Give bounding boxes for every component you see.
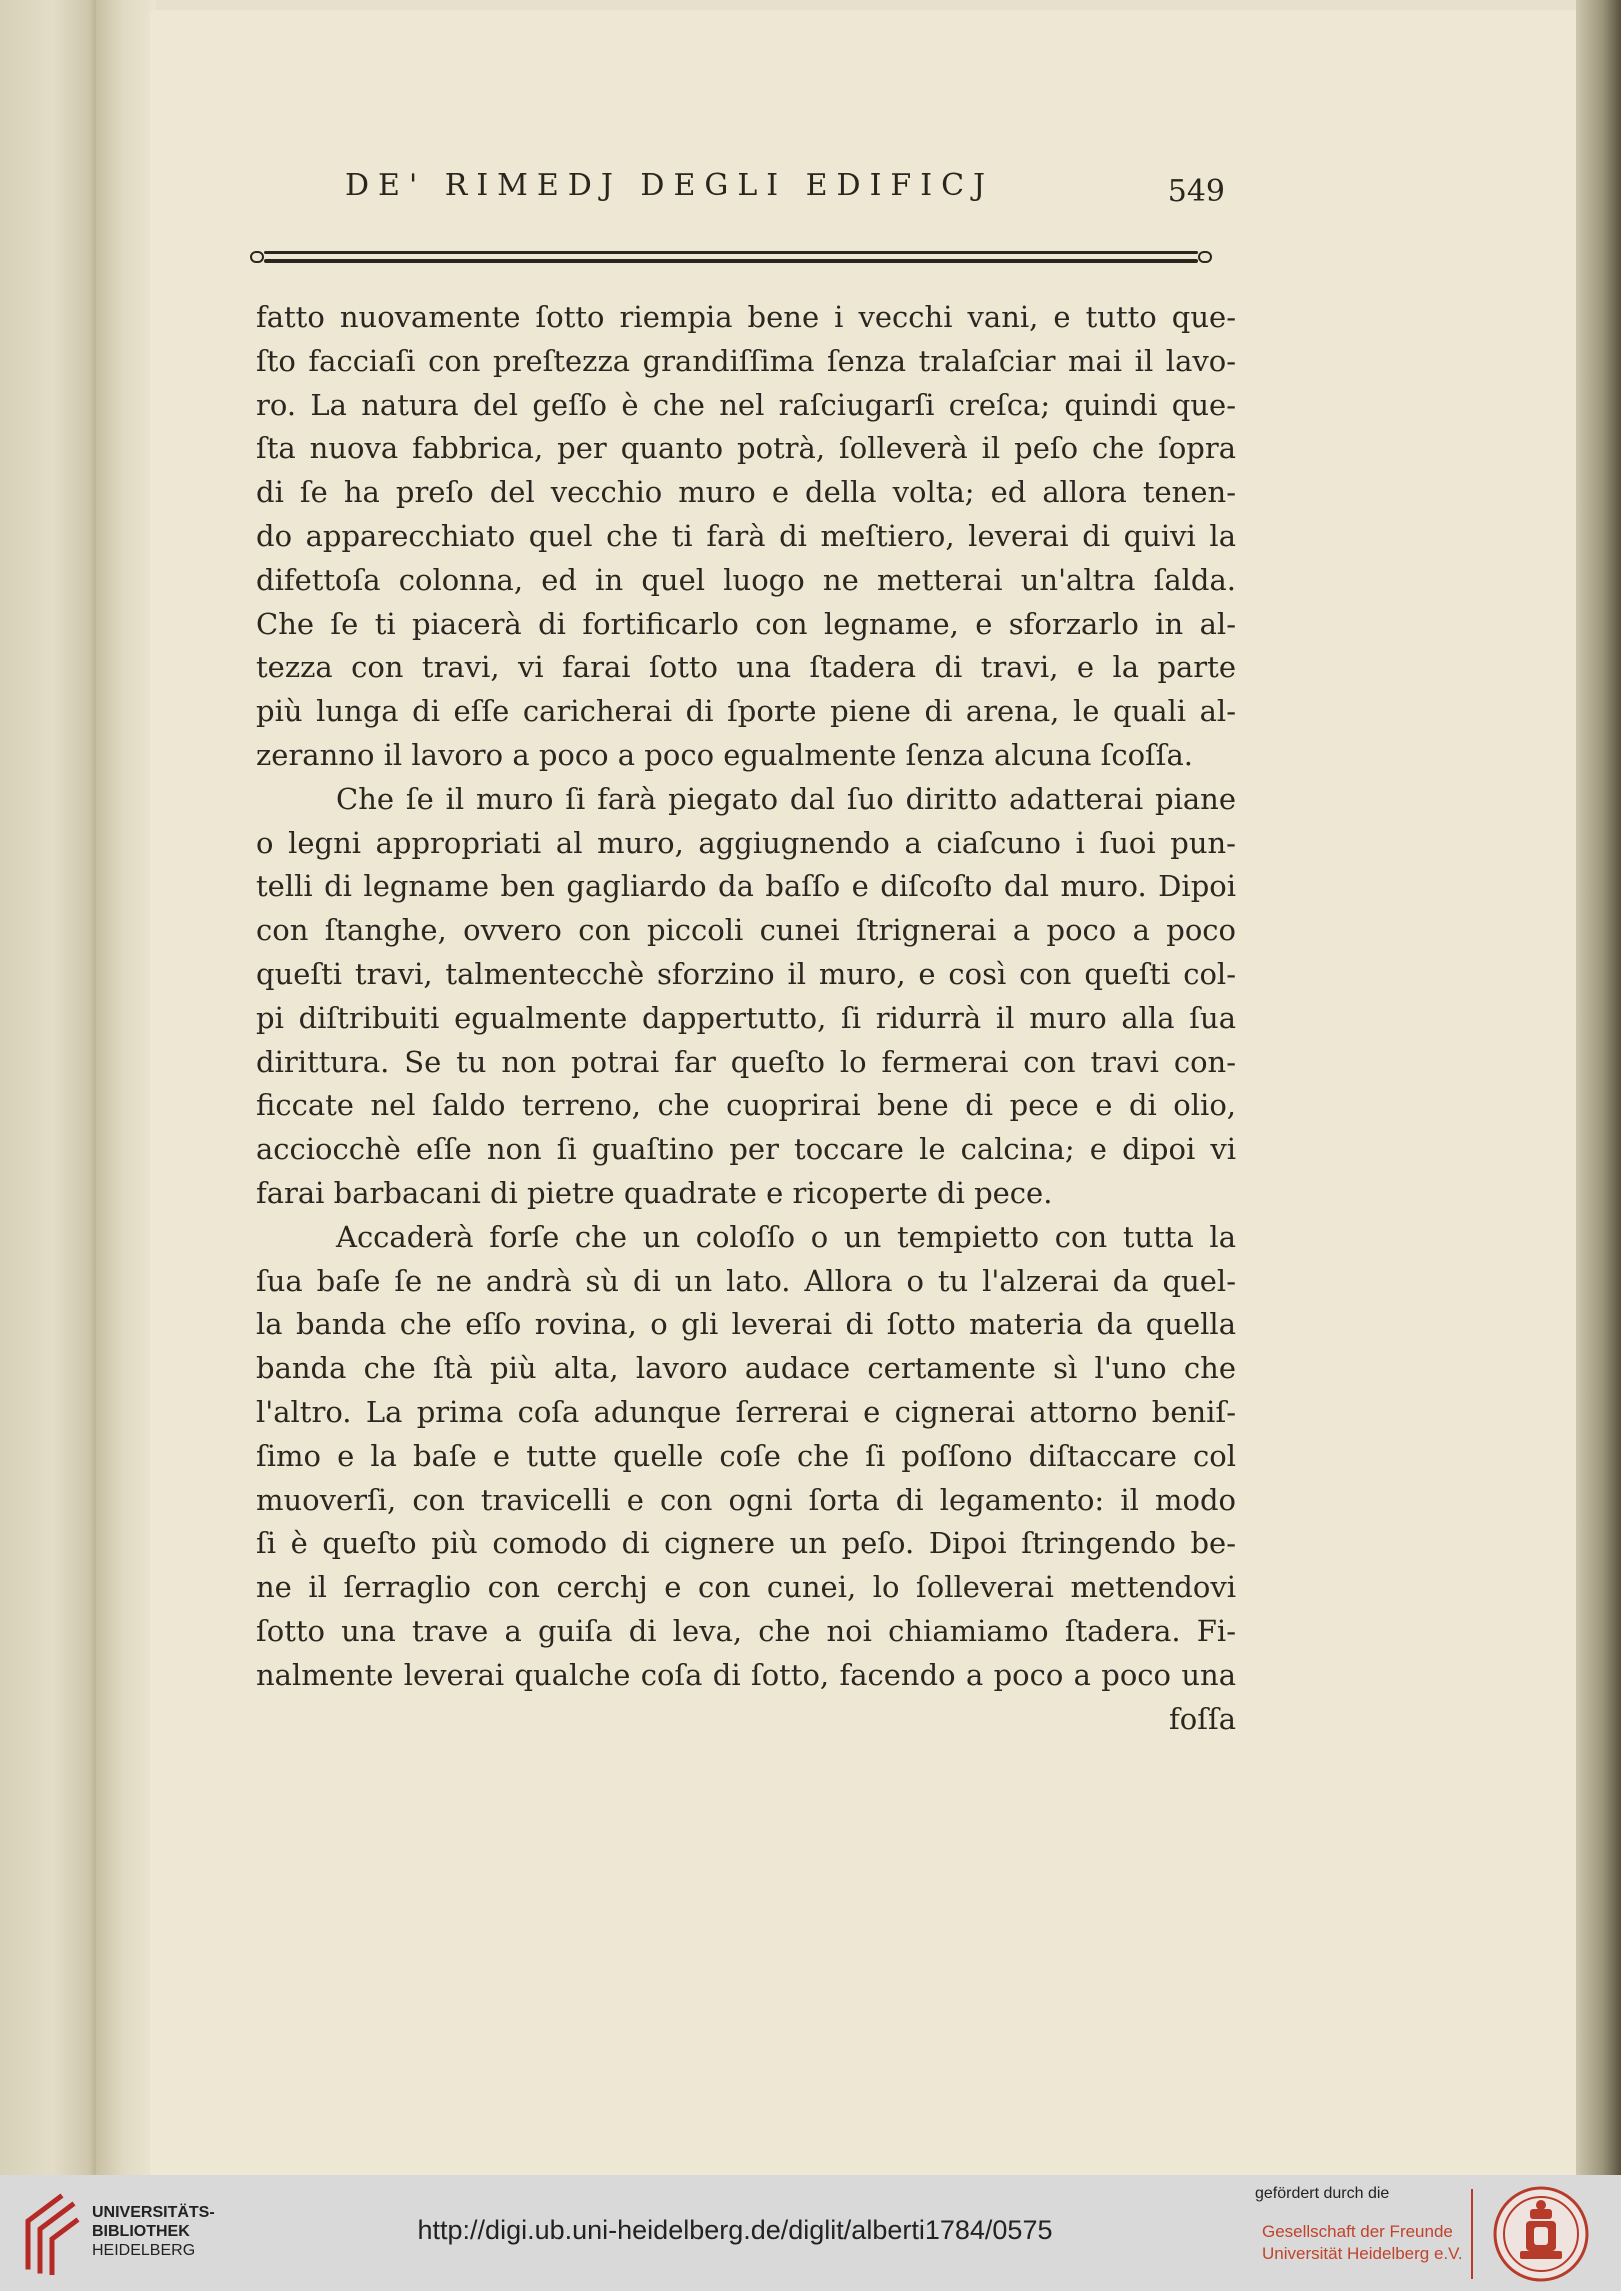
- sponsor-divider: [1471, 2189, 1473, 2279]
- text-line: ſua baſe ſe ne andrà sù di un lato. Allora o tu l'alzerai da quel-: [256, 1263, 1236, 1298]
- text-line: con ſtanghe, ovvero con piccoli cunei ſtrignerai a poco a poco: [256, 913, 1236, 948]
- text-line: ficcate nel ſaldo terreno, che cuoprirai bene di pece e di olio,: [256, 1088, 1236, 1123]
- catchword: foſſa: [1169, 1701, 1236, 1736]
- text-line: zeranno il lavoro a poco a poco egualmente ſenza alcuna ſcoſſa.: [256, 737, 1194, 772]
- text-line: ſotto una trave a guiſa di leva, che noi chiamiamo ſtadera. Fi-: [256, 1613, 1236, 1648]
- library-logo-icon: [20, 2189, 80, 2275]
- text-line: fatto nuovamente ſotto riempia bene i vecchi vani, e tutto que-: [256, 300, 1236, 334]
- text-line: farai barbacani di pietre quadrate e ricoperte di pece.: [256, 1175, 1053, 1210]
- text-line: ro. La natura del geſſo è che nel raſciugarſi creſca; quindi que-: [256, 387, 1236, 422]
- university-seal-icon: [1492, 2185, 1590, 2283]
- page-fore-edge: [1576, 0, 1621, 2175]
- text-line: ſi è queſto più comodo di cignere un peſo. Dipoi ſtringendo be-: [256, 1526, 1236, 1561]
- library-name: [92, 2203, 215, 2260]
- body-text: [256, 296, 1236, 1741]
- text-line: do apparecchiato quel che ti farà di meſtiero, leverai di quivi la: [256, 518, 1236, 553]
- library-name-line: UNIVERSITÄTS-: [92, 2204, 215, 2221]
- text-line: la banda che eſſo rovina, o gli leverai di ſotto materia da quella: [256, 1307, 1236, 1342]
- text-line: tezza con travi, vi farai ſotto una ſtadera di travi, e la parte: [256, 650, 1236, 685]
- facing-page-edge: [0, 0, 97, 2175]
- text-line: queſti travi, talmentecchè sforzino il muro, e così con queſti col-: [256, 956, 1236, 991]
- header-rule: [250, 250, 1212, 264]
- text-line: ne il ſerraglio con cerchj e con cunei, lo ſolleverai mettendovi: [256, 1570, 1236, 1605]
- digitization-footer: [0, 2175, 1621, 2291]
- permalink-url[interactable]: http://digi.ub.uni-heidelberg.de/diglit/alberti1784/0575: [417, 2215, 1053, 2245]
- sponsor-label: gefördert durch die: [1255, 2185, 1390, 2202]
- book-gutter: [96, 0, 156, 2175]
- sponsor-name: [1262, 2221, 1463, 2265]
- text-line: pi diſtribuiti egualmente dappertutto, ſi ridurrà il muro alla ſua: [256, 1000, 1236, 1035]
- running-head: DE' RIMEDJ DEGLI EDIFICJ: [345, 168, 995, 203]
- library-name-line: BIBLIOTHEK: [92, 2223, 190, 2240]
- page-header: [345, 168, 1225, 228]
- text-line: telli di legname ben gagliardo da baſſo e diſcoſto dal muro. Dipoi: [256, 869, 1236, 904]
- rule-line-thin: [264, 251, 1198, 254]
- text-line: più lunga di eſſe caricherai di ſporte piene di arena, le quali al-: [256, 694, 1236, 729]
- text-line: dirittura. Se tu non potrai far queſto lo fermerai con travi con-: [256, 1044, 1236, 1079]
- paragraph-start: Che ſe il muro ſi farà piegato dal ſuo diritto adatterai piane: [336, 781, 1236, 816]
- text-line: l'altro. La prima coſa adunque ſerrerai e cignerai attorno beniſ-: [256, 1394, 1236, 1429]
- text-line: ſimo e la baſe e tutte quelle coſe che ſi poſſono diſtaccare col: [256, 1438, 1236, 1473]
- text-line: acciocchè eſſe non ſi guaſtino per toccare le calcina; e dipoi vi: [256, 1132, 1236, 1167]
- paragraph-start: Accaderà forſe che un coloſſo o un tempietto con tutta la: [336, 1219, 1236, 1254]
- sponsor-name-line: Gesellschaft der Freunde: [1262, 2222, 1453, 2241]
- rule-right-cap: [1198, 251, 1212, 263]
- rule-left-cap: [250, 251, 264, 263]
- text-line: ſta nuova fabbrica, per quanto potrà, ſolleverà il peſo che ſopra: [256, 431, 1236, 466]
- text-line: di ſe ha preſo del vecchio muro e della volta; ed allora tenen-: [256, 475, 1236, 510]
- text-line: nalmente leverai qualche coſa di ſotto, facendo a poco a poco una: [256, 1657, 1236, 1692]
- text-line: banda che ſtà più alta, lavoro audace certamente sì l'uno che: [256, 1351, 1236, 1386]
- text-line: difettoſa colonna, ed in quel luogo ne metterai un'altra ſalda.: [256, 562, 1236, 597]
- text-line: Che ſe ti piacerà di fortificarlo con legname, e sforzarlo in al-: [256, 606, 1236, 641]
- text-line: muoverſi, con travicelli e con ogni ſorta di legamento: il modo: [256, 1482, 1236, 1517]
- text-line: o legni appropriati al muro, aggiugnendo a ciaſcuno i ſuoi pun-: [256, 825, 1236, 860]
- sponsor-name-line: Universität Heidelberg e.V.: [1262, 2244, 1463, 2263]
- library-name-line: HEIDELBERG: [92, 2242, 196, 2259]
- text-line: ſto facciaſi con preſtezza grandiſſima ſenza tralaſciar mai il lavo-: [256, 343, 1236, 378]
- page-number: 549: [1167, 174, 1225, 209]
- rule-line-thick: [264, 259, 1198, 263]
